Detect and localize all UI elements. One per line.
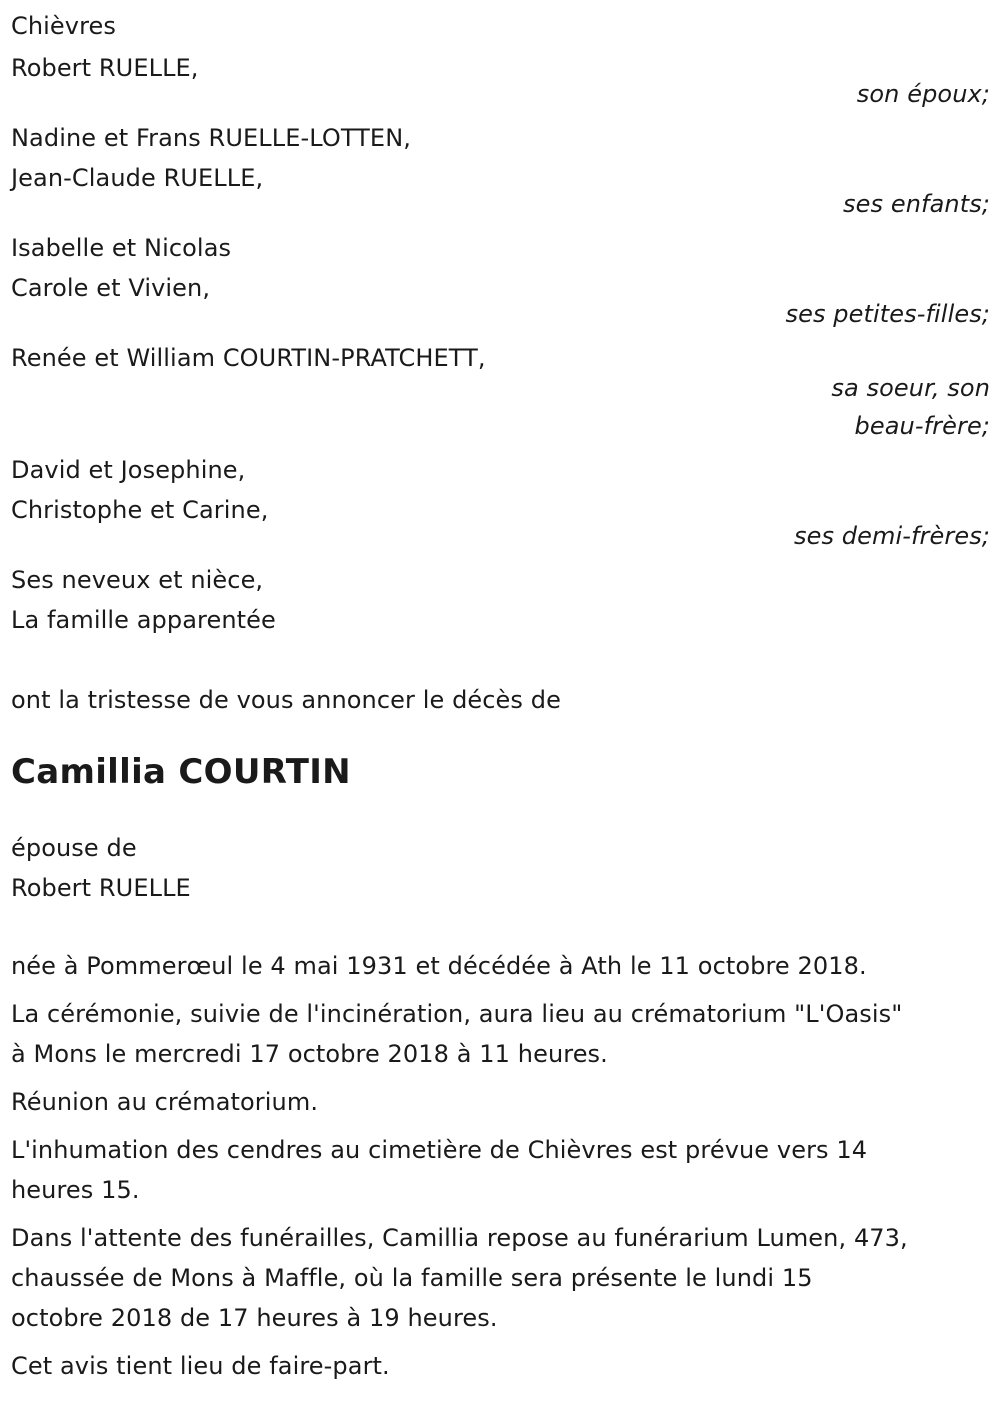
viewing-line: octobre 2018 de 17 heures à 19 heures. bbox=[11, 1304, 498, 1332]
family-group-grandchildren bbox=[11, 228, 990, 332]
family-name: Nadine et Frans RUELLE-LOTTEN, bbox=[11, 124, 411, 152]
spouse-name: Robert RUELLE bbox=[11, 874, 191, 902]
announcement-text: ont la tristesse de vous annoncer le décès de bbox=[11, 686, 561, 714]
relation-label: beau-frère; bbox=[854, 412, 990, 440]
reunion-text: Réunion au crématorium. bbox=[11, 1088, 319, 1116]
ceremony-paragraph bbox=[11, 994, 990, 1074]
family-group-spouse bbox=[11, 48, 990, 112]
family-group-children bbox=[11, 118, 990, 222]
family-name: Renée et William COURTIN-PRATCHETT, bbox=[11, 344, 486, 372]
family-group-extended bbox=[11, 560, 990, 640]
family-name: Robert RUELLE, bbox=[11, 54, 199, 82]
burial-line: L'inhumation des cendres au cimetière de Chièvres est prévue vers 14 bbox=[11, 1136, 868, 1164]
family-name: La famille apparentée bbox=[11, 606, 276, 634]
locality: Chièvres bbox=[11, 12, 117, 40]
ceremony-line: La cérémonie, suivie de l'incinération, aura lieu au crématorium "L'Oasis" bbox=[11, 1000, 903, 1028]
family-name: Isabelle et Nicolas bbox=[11, 234, 232, 262]
family-name: Jean-Claude RUELLE, bbox=[11, 164, 264, 192]
viewing-line: Dans l'attente des funérailles, Camillia repose au funérarium Lumen, 473, bbox=[11, 1224, 908, 1252]
relation-label: sa soeur, son bbox=[831, 374, 990, 402]
birth-death-text: née à Pommerœul le 4 mai 1931 et décédée à Ath le 11 octobre 2018. bbox=[11, 952, 867, 980]
family-name: David et Josephine, bbox=[11, 456, 246, 484]
burial-line: heures 15. bbox=[11, 1176, 140, 1204]
family-name: Ses neveux et nièce, bbox=[11, 566, 264, 594]
family-group-sister bbox=[11, 338, 990, 444]
deceased-name: Camillia COURTIN bbox=[11, 752, 351, 792]
relation-label: ses demi-frères; bbox=[793, 522, 990, 550]
ceremony-line: à Mons le mercredi 17 octobre 2018 à 11 heures. bbox=[11, 1040, 608, 1068]
spouse-block bbox=[11, 828, 990, 908]
obituary-notice bbox=[11, 6, 990, 1386]
relation-label: ses petites-filles; bbox=[785, 300, 990, 328]
relation-label: ses enfants; bbox=[843, 190, 990, 218]
closing-text: Cet avis tient lieu de faire-part. bbox=[11, 1352, 390, 1380]
burial-paragraph bbox=[11, 1130, 990, 1210]
viewing-line: chaussée de Mons à Maffle, où la famille sera présente le lundi 15 bbox=[11, 1264, 813, 1292]
family-name: Christophe et Carine, bbox=[11, 496, 269, 524]
details-block bbox=[11, 946, 990, 1386]
viewing-paragraph bbox=[11, 1218, 990, 1338]
spouse-intro: épouse de bbox=[11, 834, 137, 862]
relation-label: son époux; bbox=[856, 80, 990, 108]
family-name: Carole et Vivien, bbox=[11, 274, 211, 302]
family-group-half-brothers bbox=[11, 450, 990, 554]
